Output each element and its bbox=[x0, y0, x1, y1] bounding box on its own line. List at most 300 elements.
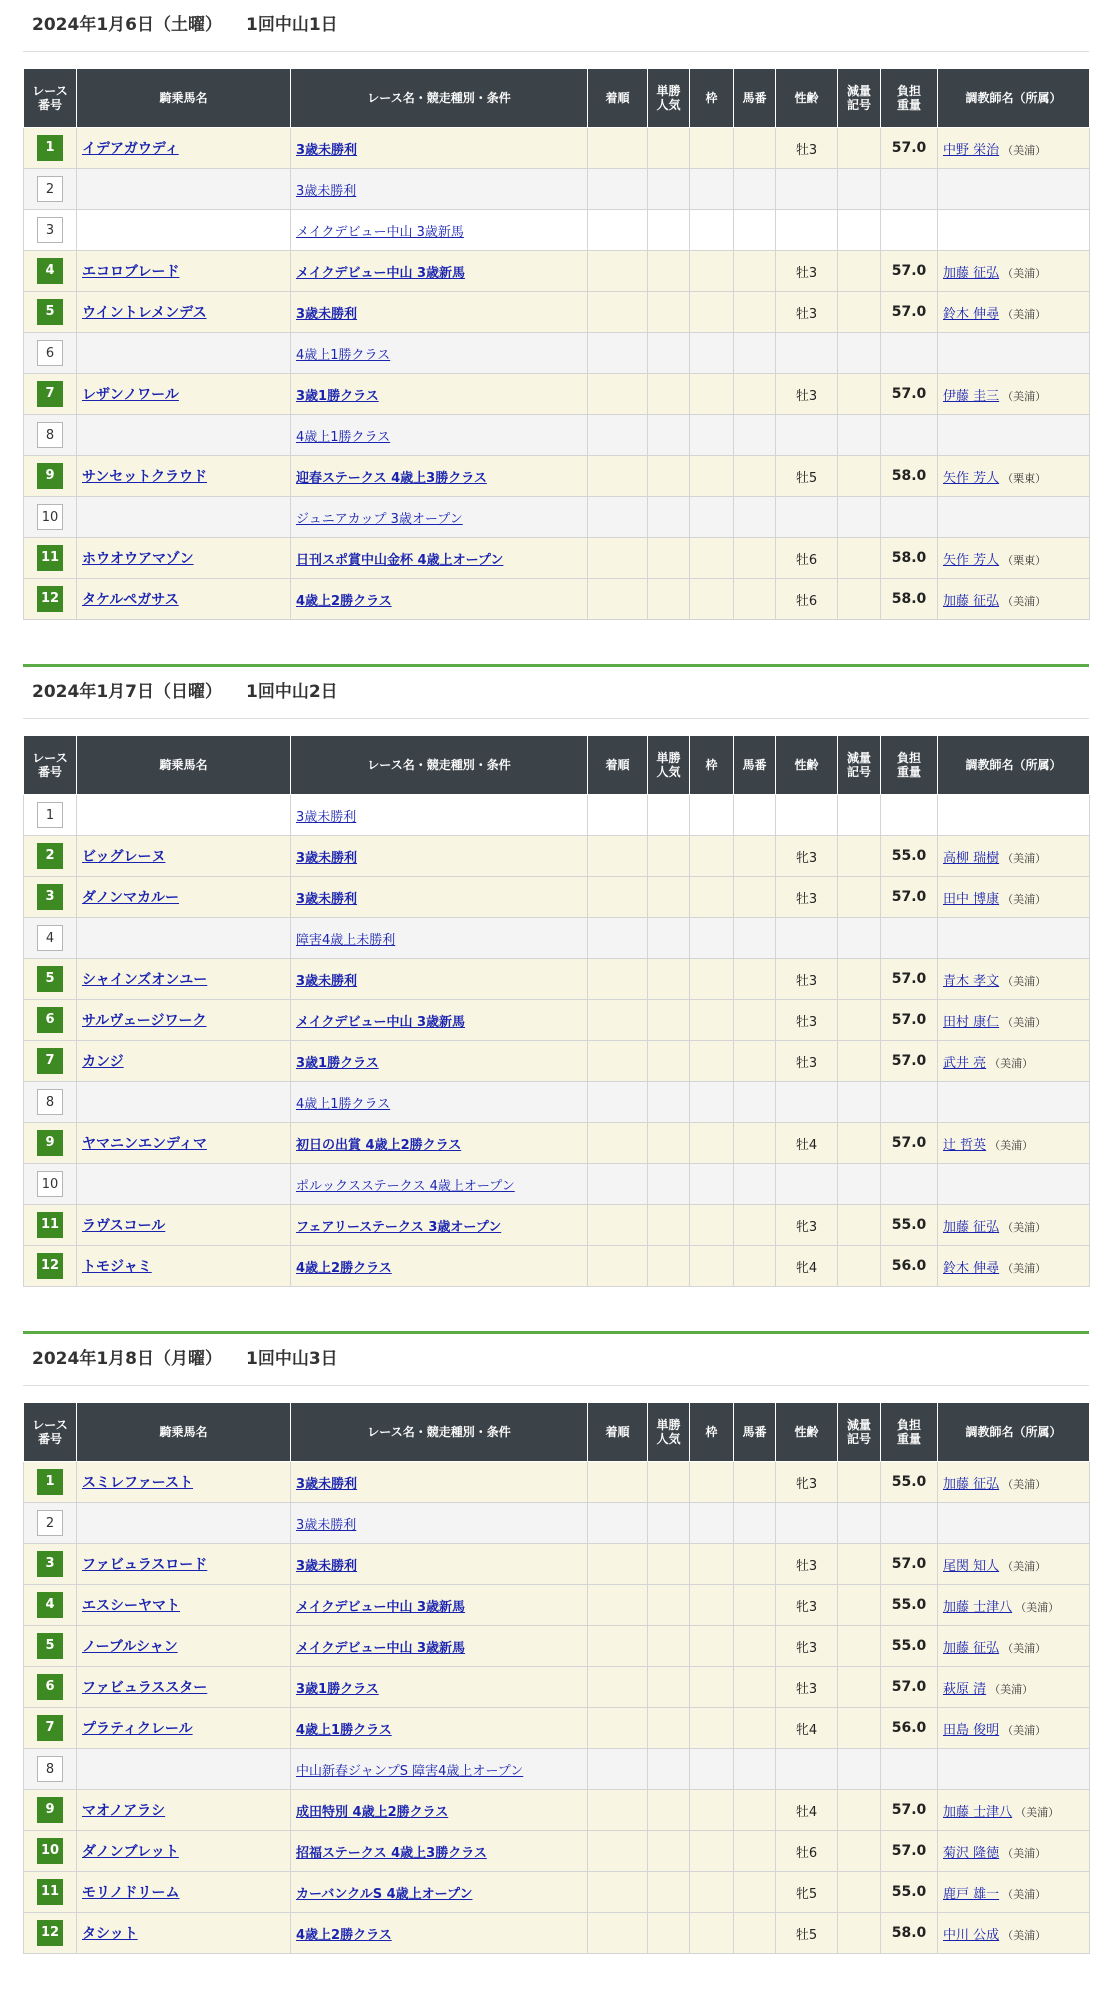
horse-no-cell bbox=[734, 579, 776, 620]
race-cell bbox=[291, 1082, 588, 1123]
weight-mark-cell bbox=[838, 1585, 881, 1626]
horse-link[interactable]: トモジャミ bbox=[82, 1259, 152, 1275]
horse-cell bbox=[77, 210, 291, 251]
day-section bbox=[23, 667, 1089, 1287]
table-row bbox=[24, 333, 1090, 374]
trainer-link[interactable]: 青木 孝文 bbox=[943, 973, 1000, 989]
race-number-badge: 2 bbox=[37, 843, 63, 869]
race-link[interactable]: 3歳1勝クラス bbox=[296, 1055, 379, 1071]
table-row bbox=[24, 1205, 1090, 1246]
race-link[interactable]: メイクデビュー中山 3歳新馬 bbox=[296, 265, 466, 281]
race-number-badge: 9 bbox=[37, 463, 63, 489]
trainer-link[interactable]: 加藤 征弘 bbox=[943, 265, 1000, 281]
horse-link[interactable]: エコロブレード bbox=[82, 264, 180, 280]
trainer-link[interactable]: 中川 公成 bbox=[943, 1927, 1000, 1943]
weight-cell: 57.0 bbox=[881, 1000, 938, 1041]
trainer-link[interactable]: 武井 亮 bbox=[943, 1055, 987, 1071]
weight-cell: 57.0 bbox=[881, 959, 938, 1000]
sex-age-cell: 牡4 bbox=[776, 1123, 838, 1164]
race-link[interactable]: カーバンクルS 4歳上オープン bbox=[296, 1886, 473, 1902]
race-number-badge: 3 bbox=[37, 217, 63, 243]
race-number-cell bbox=[24, 1790, 77, 1831]
trainer-link[interactable]: 鹿戸 雄一 bbox=[943, 1886, 1000, 1902]
popularity-cell bbox=[648, 959, 690, 1000]
horse-cell bbox=[77, 1913, 291, 1954]
race-link[interactable]: 障害4歳上未勝利 bbox=[296, 932, 396, 948]
trainer-cell bbox=[938, 1462, 1090, 1503]
sex-age-cell: 牡6 bbox=[776, 1831, 838, 1872]
race-link[interactable]: 3歳未勝利 bbox=[296, 891, 358, 907]
horse-link[interactable]: ファビュラスロード bbox=[82, 1557, 208, 1573]
column-header-finish: 着順 bbox=[588, 69, 648, 128]
race-cell bbox=[291, 1000, 588, 1041]
race-number-cell bbox=[24, 333, 77, 374]
finish-cell bbox=[588, 1082, 648, 1123]
sex-age-cell: 牡3 bbox=[776, 959, 838, 1000]
horse-link[interactable]: エスシーヤマト bbox=[82, 1598, 180, 1614]
horse-cell bbox=[77, 918, 291, 959]
trainer-cell bbox=[938, 1831, 1090, 1872]
table-row bbox=[24, 1462, 1090, 1503]
race-number-cell bbox=[24, 374, 77, 415]
finish-cell bbox=[588, 959, 648, 1000]
race-number-badge: 2 bbox=[37, 176, 63, 202]
trainer-cell bbox=[938, 333, 1090, 374]
finish-cell bbox=[588, 251, 648, 292]
horse-link[interactable]: レザンノワール bbox=[82, 387, 179, 403]
popularity-cell bbox=[648, 579, 690, 620]
race-number-badge: 6 bbox=[37, 340, 63, 366]
horse-link[interactable]: ファビュラススター bbox=[82, 1680, 208, 1696]
horse-no-cell bbox=[734, 1831, 776, 1872]
race-number-cell bbox=[24, 1708, 77, 1749]
horse-link[interactable]: イデアガウディ bbox=[82, 141, 179, 157]
trainer-cell bbox=[938, 415, 1090, 456]
weight-mark-cell bbox=[838, 374, 881, 415]
frame-cell bbox=[690, 1544, 734, 1585]
day-title bbox=[23, 0, 1089, 52]
race-link[interactable]: 4歳上2勝クラス bbox=[296, 1927, 392, 1943]
race-link[interactable]: 4歳上1勝クラス bbox=[296, 1096, 391, 1112]
trainer-stable: （美浦） bbox=[989, 1138, 1034, 1152]
race-number-badge: 11 bbox=[37, 1879, 63, 1905]
horse-link[interactable]: ホウオウアマゾン bbox=[82, 551, 194, 567]
weight-cell: 57.0 bbox=[881, 877, 938, 918]
sex-age-cell bbox=[776, 918, 838, 959]
popularity-cell bbox=[648, 538, 690, 579]
day-section bbox=[23, 0, 1089, 620]
horse-link[interactable]: タシット bbox=[82, 1926, 138, 1942]
column-header-horse-no: 馬番 bbox=[734, 69, 776, 128]
trainer-cell bbox=[938, 1790, 1090, 1831]
finish-cell bbox=[588, 374, 648, 415]
column-header-horse-no: 馬番 bbox=[734, 1403, 776, 1462]
race-cell bbox=[291, 1749, 588, 1790]
popularity-cell bbox=[648, 1462, 690, 1503]
race-number-cell bbox=[24, 169, 77, 210]
race-link[interactable]: 4歳上1勝クラス bbox=[296, 1722, 392, 1738]
table-row bbox=[24, 1000, 1090, 1041]
trainer-link[interactable]: 加藤 征弘 bbox=[943, 593, 1000, 609]
weight-cell: 57.0 bbox=[881, 251, 938, 292]
horse-link[interactable]: サンセットクラウド bbox=[82, 469, 208, 485]
trainer-cell bbox=[938, 456, 1090, 497]
race-link[interactable]: 3歳未勝利 bbox=[296, 306, 358, 322]
race-number-badge: 4 bbox=[37, 258, 63, 284]
frame-cell bbox=[690, 1462, 734, 1503]
weight-mark-cell bbox=[838, 415, 881, 456]
horse-cell bbox=[77, 1205, 291, 1246]
trainer-link[interactable]: 加藤 士津八 bbox=[943, 1804, 1013, 1820]
race-number-badge: 1 bbox=[37, 802, 63, 828]
race-link[interactable]: メイクデビュー中山 3歳新馬 bbox=[296, 1599, 466, 1615]
race-cell bbox=[291, 579, 588, 620]
trainer-link[interactable]: 田中 博康 bbox=[943, 891, 1000, 907]
trainer-cell bbox=[938, 1585, 1090, 1626]
trainer-cell bbox=[938, 918, 1090, 959]
weight-mark-cell bbox=[838, 1831, 881, 1872]
race-number-badge: 11 bbox=[37, 1212, 63, 1238]
race-link[interactable]: 招福ステークス 4歳上3勝クラス bbox=[296, 1845, 487, 1861]
race-cell bbox=[291, 1041, 588, 1082]
horse-link[interactable]: ノーブルシャン bbox=[82, 1639, 178, 1655]
weight-mark-cell bbox=[838, 251, 881, 292]
race-link[interactable]: ポルックスステークス 4歳上オープン bbox=[296, 1178, 515, 1194]
trainer-link[interactable]: 菊沢 隆徳 bbox=[943, 1845, 1000, 1861]
trainer-link[interactable]: 鈴木 伸尋 bbox=[943, 1260, 1000, 1276]
frame-cell bbox=[690, 1164, 734, 1205]
race-cell bbox=[291, 1164, 588, 1205]
table-row bbox=[24, 128, 1090, 169]
frame-cell bbox=[690, 1082, 734, 1123]
trainer-link[interactable]: 矢作 芳人 bbox=[943, 470, 1000, 486]
sex-age-cell: 牝3 bbox=[776, 1205, 838, 1246]
trainer-cell bbox=[938, 579, 1090, 620]
weight-cell bbox=[881, 1749, 938, 1790]
race-link[interactable]: 3歳1勝クラス bbox=[296, 1681, 379, 1697]
popularity-cell bbox=[648, 1123, 690, 1164]
column-header-race-name: レース名・競走種別・条件 bbox=[291, 69, 588, 128]
race-link[interactable]: 3歳未勝利 bbox=[296, 1558, 358, 1574]
race-link[interactable]: 3歳未勝利 bbox=[296, 183, 357, 199]
trainer-cell bbox=[938, 374, 1090, 415]
horse-link[interactable]: シャインズオンユー bbox=[82, 972, 208, 988]
table-row bbox=[24, 1123, 1090, 1164]
horse-no-cell bbox=[734, 1626, 776, 1667]
horse-no-cell bbox=[734, 1708, 776, 1749]
column-header-sex-age: 性齢 bbox=[776, 1403, 838, 1462]
horse-cell bbox=[77, 456, 291, 497]
horse-no-cell bbox=[734, 1164, 776, 1205]
horse-cell bbox=[77, 1708, 291, 1749]
header-row bbox=[24, 736, 1090, 795]
race-cell bbox=[291, 1790, 588, 1831]
race-link[interactable]: 4歳上1勝クラス bbox=[296, 429, 391, 445]
horse-no-cell bbox=[734, 1503, 776, 1544]
table-row bbox=[24, 456, 1090, 497]
weight-mark-cell bbox=[838, 456, 881, 497]
horse-cell bbox=[77, 795, 291, 836]
table-row bbox=[24, 210, 1090, 251]
trainer-cell bbox=[938, 1041, 1090, 1082]
trainer-link[interactable]: 尾関 知人 bbox=[943, 1558, 1000, 1574]
race-link[interactable]: 成田特別 4歳上2勝クラス bbox=[296, 1804, 449, 1820]
weight-mark-cell bbox=[838, 1790, 881, 1831]
table-row bbox=[24, 877, 1090, 918]
race-cell bbox=[291, 1585, 588, 1626]
column-header-race-no: レース 番号 bbox=[24, 1403, 77, 1462]
column-header-weight-mark: 減量 記号 bbox=[838, 736, 881, 795]
race-link[interactable]: メイクデビュー中山 3歳新馬 bbox=[296, 1640, 466, 1656]
sex-age-cell bbox=[776, 333, 838, 374]
finish-cell bbox=[588, 579, 648, 620]
horse-link[interactable]: ラヴスコール bbox=[82, 1218, 166, 1234]
horse-cell bbox=[77, 128, 291, 169]
horse-no-cell bbox=[734, 456, 776, 497]
race-number-cell bbox=[24, 210, 77, 251]
trainer-link[interactable]: 萩原 清 bbox=[943, 1681, 987, 1697]
weight-mark-cell bbox=[838, 918, 881, 959]
horse-cell bbox=[77, 1123, 291, 1164]
race-link[interactable]: 3歳未勝利 bbox=[296, 142, 358, 158]
popularity-cell bbox=[648, 1503, 690, 1544]
column-header-finish: 着順 bbox=[588, 1403, 648, 1462]
race-link[interactable]: 中山新春ジャンプS 障害4歳上オープン bbox=[296, 1763, 524, 1779]
race-number-cell bbox=[24, 1749, 77, 1790]
race-number-badge: 4 bbox=[37, 1592, 63, 1618]
race-link[interactable]: 日刊スポ賞中山金杯 4歳上オープン bbox=[296, 552, 504, 568]
weight-cell: 55.0 bbox=[881, 1626, 938, 1667]
trainer-link[interactable]: 加藤 征弘 bbox=[943, 1640, 1000, 1656]
column-header-trainer: 調教師名（所属） bbox=[938, 69, 1090, 128]
horse-link[interactable]: ヤマニンエンディマ bbox=[82, 1136, 207, 1152]
trainer-link[interactable]: 伊藤 圭三 bbox=[943, 388, 1000, 404]
table-row bbox=[24, 415, 1090, 456]
race-link[interactable]: 4歳上2勝クラス bbox=[296, 1260, 392, 1276]
weight-mark-cell bbox=[838, 538, 881, 579]
trainer-cell bbox=[938, 1503, 1090, 1544]
race-link[interactable]: 3歳未勝利 bbox=[296, 850, 358, 866]
race-table bbox=[23, 68, 1090, 620]
table-header bbox=[24, 69, 1090, 128]
race-number-cell bbox=[24, 1626, 77, 1667]
race-link[interactable]: 4歳上1勝クラス bbox=[296, 347, 391, 363]
trainer-stable: （美浦） bbox=[1002, 1220, 1047, 1234]
frame-cell bbox=[690, 1790, 734, 1831]
popularity-cell bbox=[648, 1790, 690, 1831]
race-number-badge: 6 bbox=[37, 1007, 63, 1033]
weight-mark-cell bbox=[838, 1082, 881, 1123]
horse-cell bbox=[77, 1246, 291, 1287]
trainer-link[interactable]: 辻 哲英 bbox=[943, 1137, 987, 1153]
column-header-weight-mark: 減量 記号 bbox=[838, 69, 881, 128]
race-link[interactable]: メイクデビュー中山 3歳新馬 bbox=[296, 224, 464, 240]
horse-no-cell bbox=[734, 1749, 776, 1790]
horse-link[interactable]: マオノアラシ bbox=[82, 1803, 166, 1819]
trainer-link[interactable]: 高柳 瑞樹 bbox=[943, 850, 1000, 866]
race-number-badge: 8 bbox=[37, 1756, 63, 1782]
horse-link[interactable]: モリノドリーム bbox=[82, 1885, 180, 1901]
popularity-cell bbox=[648, 1164, 690, 1205]
race-number-badge: 10 bbox=[37, 504, 63, 530]
horse-link[interactable]: ダノンマカルー bbox=[82, 890, 180, 906]
race-link[interactable]: 初日の出賞 4歳上2勝クラス bbox=[296, 1137, 462, 1153]
horse-link[interactable]: ビッグレーヌ bbox=[82, 849, 166, 865]
race-link[interactable]: 4歳上2勝クラス bbox=[296, 593, 392, 609]
race-cell bbox=[291, 456, 588, 497]
race-cell bbox=[291, 128, 588, 169]
horse-link[interactable]: タケルペガサス bbox=[82, 592, 179, 608]
frame-cell bbox=[690, 1913, 734, 1954]
popularity-cell bbox=[648, 1667, 690, 1708]
weight-mark-cell bbox=[838, 1123, 881, 1164]
horse-link[interactable]: カンジ bbox=[82, 1054, 124, 1070]
trainer-link[interactable]: 中野 栄治 bbox=[943, 142, 1000, 158]
popularity-cell bbox=[648, 918, 690, 959]
day-title bbox=[23, 667, 1089, 719]
column-header-weight: 負担 重量 bbox=[881, 1403, 938, 1462]
trainer-cell bbox=[938, 1749, 1090, 1790]
trainer-link[interactable]: 加藤 征弘 bbox=[943, 1219, 1000, 1235]
column-header-popularity: 単勝 人気 bbox=[648, 69, 690, 128]
horse-cell bbox=[77, 374, 291, 415]
table-row bbox=[24, 1082, 1090, 1123]
horse-no-cell bbox=[734, 210, 776, 251]
race-number-cell bbox=[24, 1585, 77, 1626]
popularity-cell bbox=[648, 1708, 690, 1749]
weight-cell bbox=[881, 210, 938, 251]
popularity-cell bbox=[648, 169, 690, 210]
race-link[interactable]: 迎春ステークス 4歳上3勝クラス bbox=[296, 470, 487, 486]
race-link[interactable]: 3歳未勝利 bbox=[296, 1476, 358, 1492]
trainer-link[interactable]: 加藤 征弘 bbox=[943, 1476, 1000, 1492]
race-cell bbox=[291, 1872, 588, 1913]
horse-no-cell bbox=[734, 1205, 776, 1246]
frame-cell bbox=[690, 1000, 734, 1041]
popularity-cell bbox=[648, 1749, 690, 1790]
popularity-cell bbox=[648, 128, 690, 169]
trainer-stable: （美浦） bbox=[989, 1056, 1034, 1070]
horse-link[interactable]: ダノンブレット bbox=[82, 1844, 179, 1860]
race-number-badge: 6 bbox=[37, 1674, 63, 1700]
horse-cell bbox=[77, 836, 291, 877]
weight-mark-cell bbox=[838, 292, 881, 333]
column-header-race-no: レース 番号 bbox=[24, 736, 77, 795]
weight-mark-cell bbox=[838, 1462, 881, 1503]
trainer-stable: （美浦） bbox=[1002, 594, 1047, 608]
race-link[interactable]: メイクデビュー中山 3歳新馬 bbox=[296, 1014, 466, 1030]
trainer-stable: （栗東） bbox=[1002, 471, 1047, 485]
popularity-cell bbox=[648, 374, 690, 415]
race-cell bbox=[291, 795, 588, 836]
column-header-race-name: レース名・競走種別・条件 bbox=[291, 736, 588, 795]
race-number-cell bbox=[24, 1667, 77, 1708]
table-row bbox=[24, 1913, 1090, 1954]
race-number-cell bbox=[24, 795, 77, 836]
frame-cell bbox=[690, 1503, 734, 1544]
race-link[interactable]: 3歳未勝利 bbox=[296, 973, 358, 989]
trainer-cell bbox=[938, 169, 1090, 210]
weight-mark-cell bbox=[838, 333, 881, 374]
finish-cell bbox=[588, 456, 648, 497]
frame-cell bbox=[690, 251, 734, 292]
trainer-link[interactable]: 矢作 芳人 bbox=[943, 552, 1000, 568]
weight-cell bbox=[881, 497, 938, 538]
trainer-cell bbox=[938, 1246, 1090, 1287]
weight-mark-cell bbox=[838, 128, 881, 169]
popularity-cell bbox=[648, 1585, 690, 1626]
horse-no-cell bbox=[734, 918, 776, 959]
race-link[interactable]: ジュニアカップ 3歳オープン bbox=[296, 511, 463, 527]
race-number-cell bbox=[24, 1246, 77, 1287]
weight-mark-cell bbox=[838, 1667, 881, 1708]
race-number-badge: 4 bbox=[37, 925, 63, 951]
sex-age-cell bbox=[776, 497, 838, 538]
horse-cell bbox=[77, 1831, 291, 1872]
race-link[interactable]: フェアリーステークス 3歳オープン bbox=[296, 1219, 502, 1235]
trainer-stable: （美浦） bbox=[1002, 1846, 1047, 1860]
horse-cell bbox=[77, 1872, 291, 1913]
finish-cell bbox=[588, 877, 648, 918]
horse-no-cell bbox=[734, 1041, 776, 1082]
race-number-cell bbox=[24, 959, 77, 1000]
sex-age-cell: 牝3 bbox=[776, 1626, 838, 1667]
sex-age-cell: 牡3 bbox=[776, 877, 838, 918]
weight-cell: 55.0 bbox=[881, 1585, 938, 1626]
column-header-horse-no: 馬番 bbox=[734, 736, 776, 795]
trainer-link[interactable]: 田村 康仁 bbox=[943, 1014, 1000, 1030]
trainer-link[interactable]: 鈴木 伸尋 bbox=[943, 306, 1000, 322]
trainer-link[interactable]: 加藤 士津八 bbox=[943, 1599, 1013, 1615]
horse-link[interactable]: プラティクレール bbox=[82, 1721, 193, 1737]
race-cell bbox=[291, 1831, 588, 1872]
popularity-cell bbox=[648, 210, 690, 251]
trainer-link[interactable]: 田島 俊明 bbox=[943, 1722, 1000, 1738]
race-link[interactable]: 3歳1勝クラス bbox=[296, 388, 379, 404]
column-header-horse: 騎乗馬名 bbox=[77, 69, 291, 128]
finish-cell bbox=[588, 128, 648, 169]
race-cell bbox=[291, 1205, 588, 1246]
frame-cell bbox=[690, 795, 734, 836]
weight-cell: 57.0 bbox=[881, 1790, 938, 1831]
popularity-cell bbox=[648, 415, 690, 456]
race-link[interactable]: 3歳未勝利 bbox=[296, 1517, 357, 1533]
frame-cell bbox=[690, 1749, 734, 1790]
horse-no-cell bbox=[734, 877, 776, 918]
race-number-cell bbox=[24, 1082, 77, 1123]
column-header-frame: 枠 bbox=[690, 1403, 734, 1462]
race-link[interactable]: 3歳未勝利 bbox=[296, 809, 357, 825]
horse-link[interactable]: ウイントレメンデス bbox=[82, 305, 207, 321]
weight-cell bbox=[881, 1082, 938, 1123]
horse-cell bbox=[77, 497, 291, 538]
popularity-cell bbox=[648, 1041, 690, 1082]
weight-cell: 57.0 bbox=[881, 1667, 938, 1708]
column-header-sex-age: 性齢 bbox=[776, 736, 838, 795]
column-header-race-no: レース 番号 bbox=[24, 69, 77, 128]
horse-link[interactable]: スミレファースト bbox=[82, 1475, 194, 1491]
popularity-cell bbox=[648, 877, 690, 918]
horse-link[interactable]: サルヴェージワーク bbox=[82, 1013, 207, 1029]
horse-no-cell bbox=[734, 1585, 776, 1626]
race-cell bbox=[291, 1462, 588, 1503]
race-number-badge: 7 bbox=[37, 1715, 63, 1741]
horse-no-cell bbox=[734, 128, 776, 169]
race-number-cell bbox=[24, 1000, 77, 1041]
finish-cell bbox=[588, 1872, 648, 1913]
finish-cell bbox=[588, 1164, 648, 1205]
weight-mark-cell bbox=[838, 1749, 881, 1790]
